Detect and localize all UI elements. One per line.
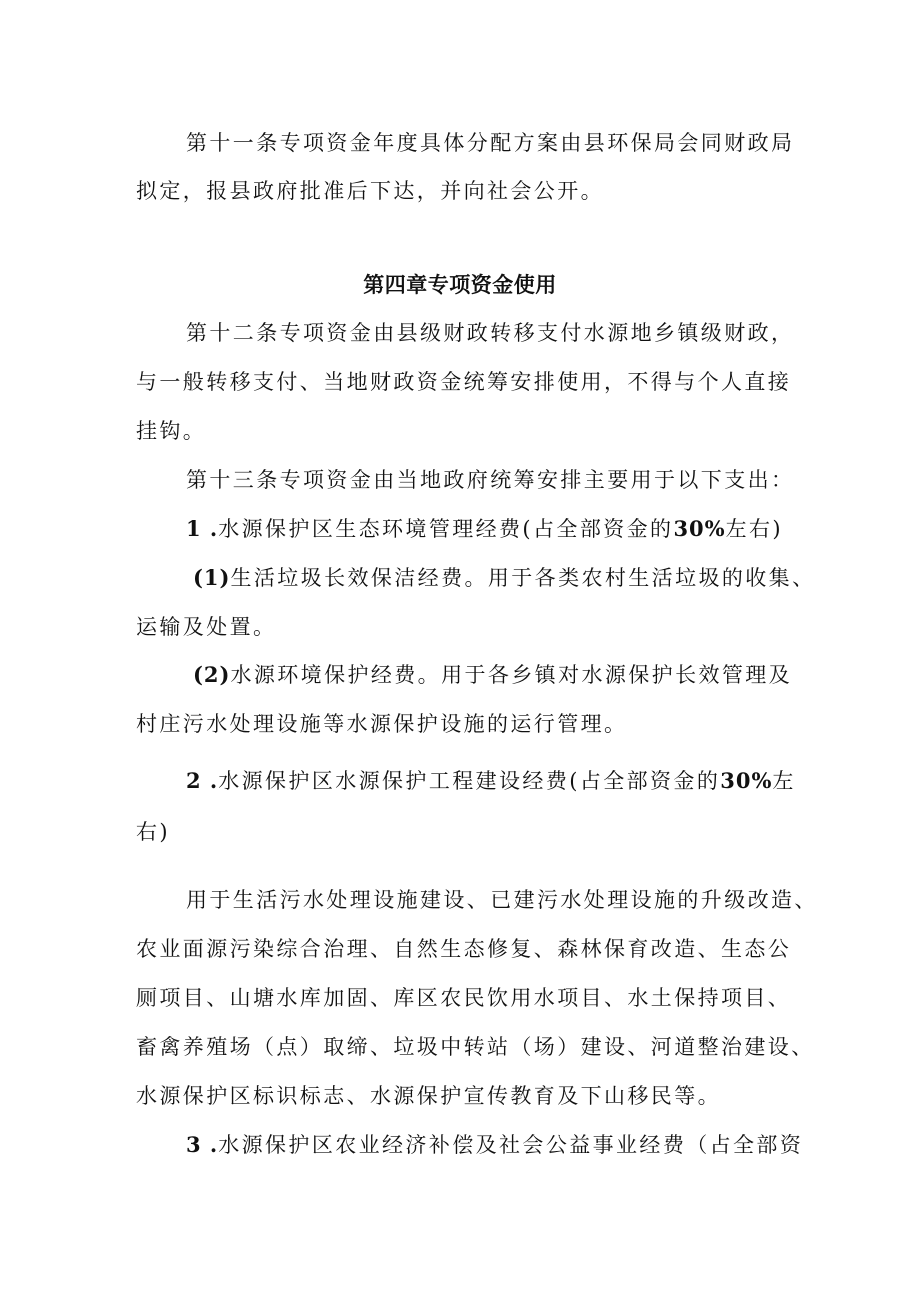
item-1-number: 1 . xyxy=(186,516,219,541)
item-1-1-line-1 xyxy=(193,564,815,592)
item-3-number: 3 . xyxy=(186,1132,219,1157)
article-13-line-1: 第十三条专项资金由当地政府统筹安排主要用于以下支出： xyxy=(186,468,795,492)
item-1-percent: 30% xyxy=(673,516,726,541)
item-2-number: 2 . xyxy=(186,768,219,793)
article-11-line-1: 第十一条专项资金年度具体分配方案由县环保局会同财政局 xyxy=(186,131,795,155)
item-2-body-line-3: 厕项目、山塘水库加固、库区农民饮用水项目、水土保持项目、 xyxy=(136,986,792,1010)
article-11-line-2: 拟定，报县政府批准后下达，并向社会公开。 xyxy=(136,179,604,203)
item-1-2-line-2: 村庄污水处理设施等水源保护设施的运行管理。 xyxy=(136,712,628,736)
item-2-body-line-2: 农业面源污染综合治理、自然生态修复、森林保育改造、生态公 xyxy=(136,937,792,961)
article-12-line-2: 与一般转移支付、当地财政资金统筹安排使用，不得与个人直接 xyxy=(136,370,792,394)
item-1-2-number: (2) xyxy=(193,662,231,687)
item-2-heading xyxy=(186,767,796,795)
item-2-body-line-1: 用于生活污水处理设施建设、已建污水处理设施的升级改造、 xyxy=(186,888,818,912)
item-2-text: 水源保护区水源保护工程建设经费(占全部资金的 xyxy=(218,769,721,793)
item-2-text-end: 左 xyxy=(772,769,796,793)
item-3-heading xyxy=(186,1131,803,1159)
item-1-1-number: (1) xyxy=(193,565,231,590)
item-2-body-line-4: 畜禽养殖场（点）取缔、垃圾中转站（场）建设、河道整治建设、 xyxy=(136,1035,815,1059)
item-1-text: 水源保护区生态环境管理经费(占全部资金的 xyxy=(218,517,674,541)
item-1-1-text: 生活垃圾长效保洁经费。用于各类农村生活垃圾的收集、 xyxy=(230,566,816,590)
item-2-percent: 30% xyxy=(720,768,773,793)
item-1-2-line-1 xyxy=(193,661,792,689)
item-2-body-line-5: 水源保护区标识标志、水源保护宣传教育及下山移民等。 xyxy=(136,1084,721,1108)
item-1-2-text: 水源环境保护经费。用于各乡镇对水源保护长效管理及 xyxy=(230,663,793,687)
item-1-1-line-2: 运输及处置。 xyxy=(136,615,277,639)
chapter-title: 第四章专项资金使用 xyxy=(363,273,557,297)
article-12-line-3: 挂钩。 xyxy=(136,419,207,443)
item-3-text: 水源保护区农业经济补偿及社会公益事业经费（占全部资 xyxy=(218,1133,804,1157)
article-12-line-1: 第十二条专项资金由县级财政转移支付水源地乡镇级财政， xyxy=(186,321,795,345)
item-2-heading-line-2: 右) xyxy=(136,820,170,844)
item-1-text-end: 左右) xyxy=(725,517,784,541)
item-1-heading xyxy=(186,515,783,543)
